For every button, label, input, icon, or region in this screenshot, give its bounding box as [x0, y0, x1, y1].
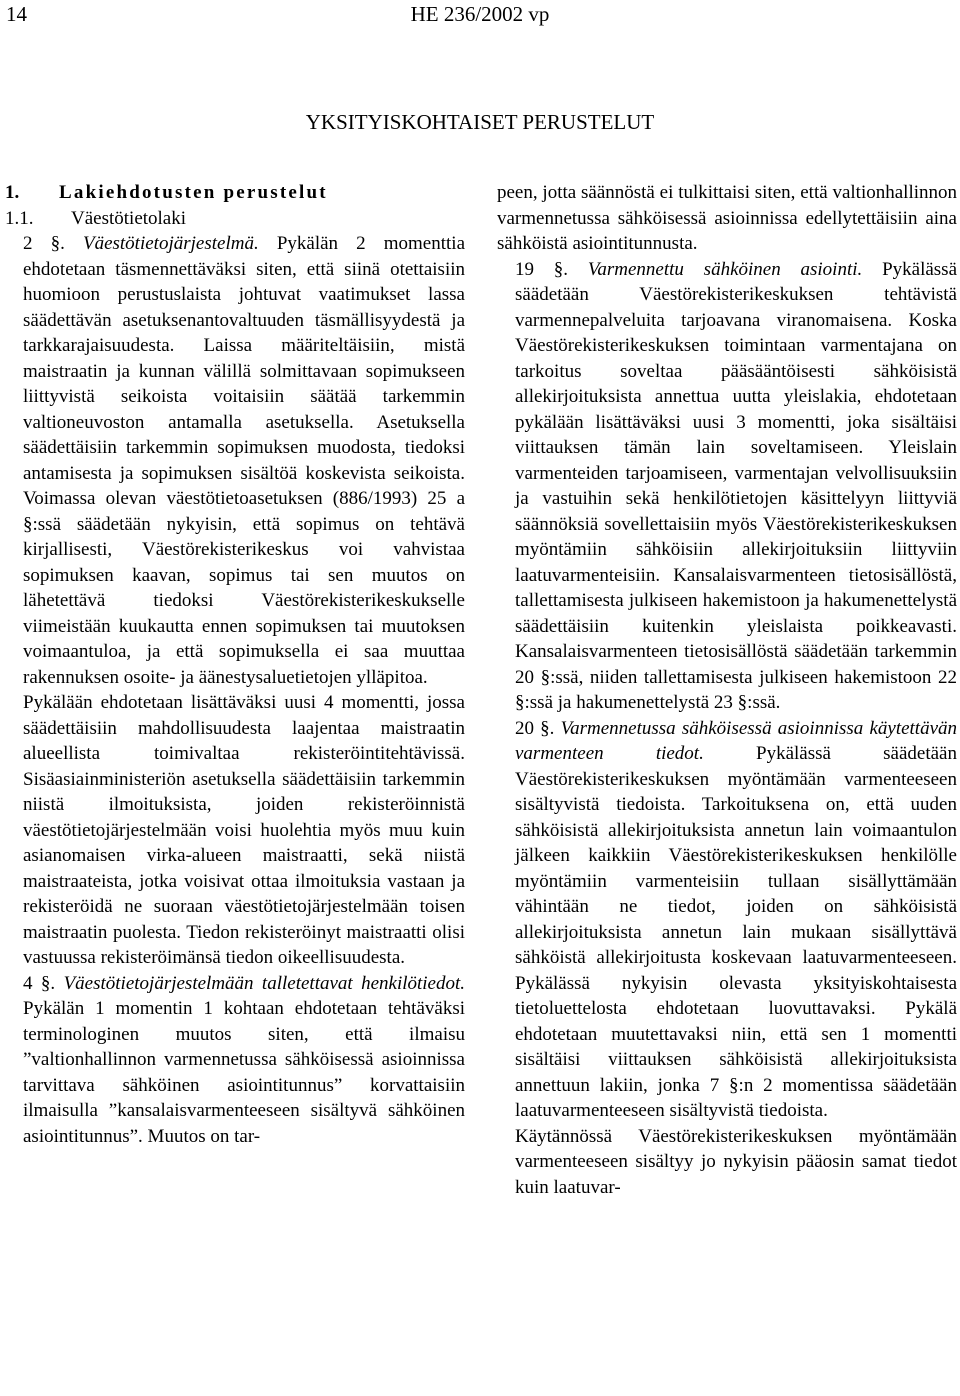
heading-level-1 — [5, 180, 465, 206]
paragraph-text: Pykälään ehdotetaan lisättäväksi uusi 4 momentti, jossa säädettäisiin mahdollisuudesta laajentaa maistraatin alueellista toimivaltaa rekisteröintitehtävissä. Sisäasiainministeriön asetuksella säädettäisiin tarkemmin niistä ilmoituksista, joiden rekisteröinnistä väestötietojärjestelmään voisi huolehtia myös muu kuin asianomaisen virka-alueen maistraatti, sekä niistä maistraateista, jotka voisivat ottaa ilmoituksia vastaan ja rekisteröidä ne suoraan väestötietojärjestelmään toisen maistraatin puolesta. Tiedon rekisteröinyt maistraatti olisi vastuussa rekisteröimänsä tiedon oikeellisuudesta. — [23, 692, 465, 968]
right-column — [497, 180, 957, 1200]
document-id: HE 236/2002 vp — [410, 2, 550, 26]
heading-text: Väestötietolaki — [71, 207, 187, 229]
paragraph-text: Pykälän 1 momentin 1 kohtaan ehdotetaan tehtäväksi terminologinen muutos siten, että ilmaisu ”valtionhallinnon varmennetussa sähköisessä asioinnissa tarvittava sähköinen asiointitunnus” korvattaisiin ilmaisulla ”kansalaisvarmenteeseen sisältyvä sähköinen asiointitunnus”. Muutos on tar- — [23, 998, 465, 1147]
heading-level-2 — [5, 206, 465, 232]
paragraph-text: Pykälässä säädetään Väestörekisterikeskuksen tehtävistä varmennepalveluita tarjoavana viranomaisena. Koska Väestörekisterikeskuksen toimintaan varmentajana on tarkoitus soveltaa pääsääntöisesti sähköisistä allekirjoituksista annettua uutta yleislakia, ehdotetaan pykälään lisättäväksi uusi 3 momentti, joka sisältäisi viittauksen tämän lain soveltamiseen. Yleislain varmenteiden tarjoamiseen, varmentajan velvollisuuksiin ja vastuihin sekä henkilötietojen käsittelyyn liittyviä säännöksiä sovellettaisiin myös Väestörekisterikeskuksen myöntämiin sähköisiin allekirjoituksiin liittyviin laatuvarmenteisiin. Kansalaisvarmenteen tietosisällöstä, tallettamisesta julkiseen hakemistoon ja hakumenettelystä säädettäisiin kuitenkin yleislaista poikkeavasti. Kansalaisvarmenteen tietosisällöstä säädetään tarkemmin 20 §:ssä, niiden tallettamisesta julkiseen hakemistoon 22 §:ssä ja hakumenettelystä 23 §:ssä. — [515, 258, 958, 713]
paragraph-text: peen, jotta säännöstä ei tulkittaisi siten, että valtionhallinnon varmennetussa sähköisessä asioinnissa edellytettäisiin aina sähköistä asiointitunnusta. — [497, 182, 957, 254]
section-number: 19 §. — [515, 258, 569, 280]
section-title-italic: Varmennetussa sähköisessä asioinnissa käytettävän varmenteen tiedot. — [515, 717, 958, 764]
heading-number: 1. — [5, 182, 20, 203]
paragraph — [5, 231, 465, 690]
left-column — [5, 180, 465, 1149]
section-title: YKSITYISKOHTAISET PERUSTELUT — [305, 110, 655, 134]
page-number: 14 — [6, 2, 27, 26]
paragraph — [497, 716, 957, 1124]
section-number: 4 §. — [23, 972, 56, 994]
paragraph — [497, 1124, 957, 1201]
paragraph — [497, 257, 957, 716]
section-title-italic: Väestötietojärjestelmä. — [82, 233, 259, 254]
section-title-italic: Väestötietojärjestelmään talletettavat henkilötiedot. — [63, 972, 466, 994]
section-number: 20 §. — [515, 717, 555, 739]
paragraph-text: Pykälän 2 momenttia ehdotetaan täsmennettäväksi siten, että siinä otettaisiin huomioon perustuslaista johtuvat vaatimukset lassa säädettävän asetuksenantovaltuuden täsmällisyydestä ja tarkkarajaisuudesta. Laissa määriteltäisiin, mistä maistraatin ja kunnan välillä solmittavaan sopimukseen liittyvistä seikoista voitaisiin säätää tarkemmin valtioneuvoston antamalla asetuksella. Asetuksella säädettäisiin tarkemmin sopimuksen muodosta, tiedoksi antamisesta ja sopimuksen sisältöä koskevista seikoista. Voimassa olevan väestötietoasetuksen (886/1993) 25 a §:ssä säädetään nykyisin, että sopimus on tehtävä kirjallisesti, Väestörekisterikeskus voi vahvistaa sopimuksen kaavan, sopimus tai sen muutos on lähetettävä tiedoksi Väestörekisterikeskukselle viimeistään kuukautta ennen sopimuksen tai muutoksen voimaantuloa, ja että sopimuksella ei saa muuttaa rakennuksen osoite- ja äänestysaluetietojen ylläpitoa. — [23, 233, 465, 688]
paragraph — [5, 690, 465, 971]
heading-text: Lakiehdotusten perustelut — [59, 182, 328, 203]
section-number: 2 §. — [23, 233, 65, 254]
heading-number: 1.1. — [5, 207, 34, 229]
paragraph — [497, 180, 957, 257]
section-title-italic: Varmennettu sähköinen asiointi. — [587, 258, 863, 280]
paragraph-text: Pykälässä säädetään Väestörekisterikeskuksen myöntämään varmenteeseen sisältyvistä tiedoista. Tarkoituksena on, että uuden sähköisistä allekirjoituksista annetun lain voimaantulon jälkeen kaikkiin Väestörekisterikeskuksen henkilölle myöntämiin varmenteisiin tullaan sisällyttämään vähintään ne tiedot, joiden on sähköisistä allekirjoituksista annetun lain mukaan sisällyttävä sähköistä allekirjoitusta koskevaan laatuvarmenteeseen. Pykälässä nykyisin olevasta yksityiskohtaisesta tietoluettelosta ehdotetaan luovuttavaksi. Pykälä ehdotetaan muutettavaksi niin, että sen 1 momentti sisältäisi viittauksen sähköisistä allekirjoituksista annettuun lakiin, jonka 7 §:n 2 momentissa säädetään laatuvarmenteeseen sisältyvistä tiedoista. — [515, 743, 957, 1121]
paragraph-text: Käytännössä Väestörekisterikeskuksen myöntämään varmenteeseen sisältyy jo nykyisin pääosin samat tiedot kuin laatuvar- — [515, 1125, 957, 1198]
paragraph — [5, 971, 465, 1150]
